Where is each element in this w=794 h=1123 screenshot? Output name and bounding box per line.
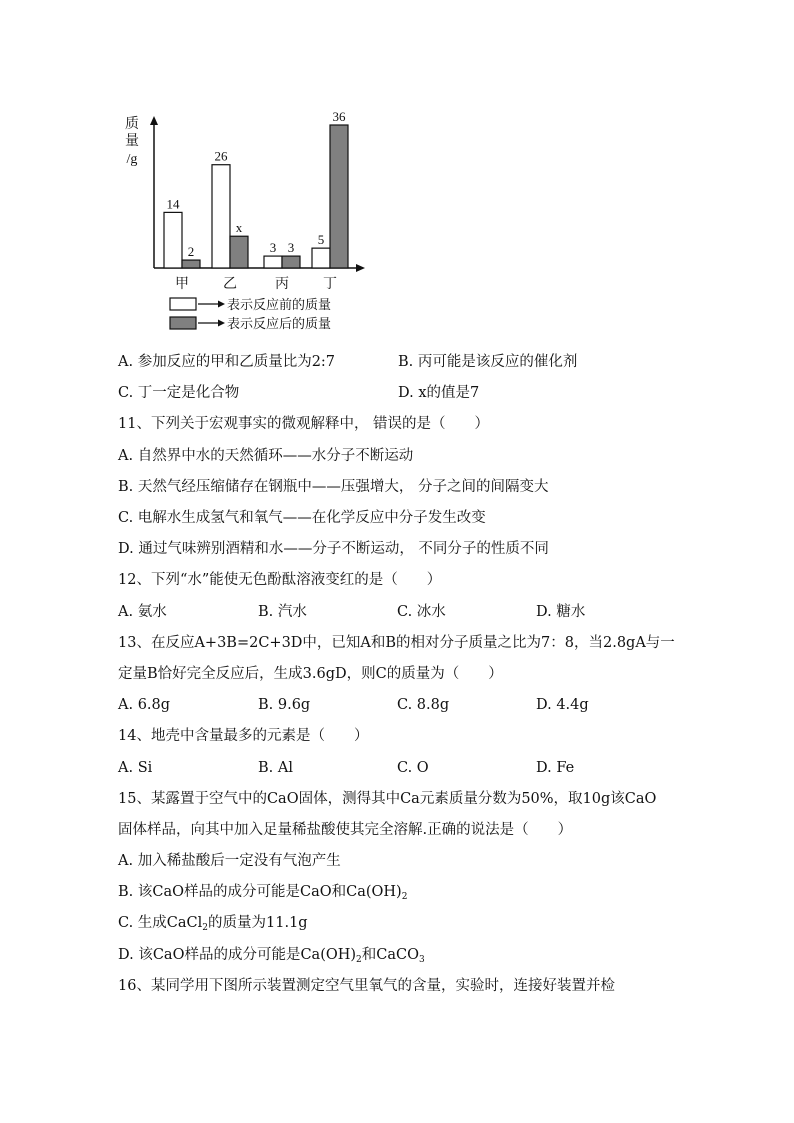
q10-option-c[interactable]: C. 丁一定是化合物 <box>118 385 240 401</box>
legend-arrow-head-after <box>218 320 225 327</box>
bar-before-3 <box>264 256 282 268</box>
legend-swatch-before <box>170 298 196 310</box>
q13-stem-line1: 13、在反应A+3B=2C+3D中，已知A和B的相对分子质量之比为7：8，当2.8gA与一 <box>118 635 675 651</box>
q12-option-d[interactable]: D. 糖水 <box>536 604 586 620</box>
data-label-before-2: 26 <box>214 148 228 164</box>
legend-arrow-head-before <box>218 301 225 308</box>
x-tick-label-2: 乙 <box>223 277 237 292</box>
svg-text:量: 量 <box>125 134 139 149</box>
legend-label-after: 表示反应后的质量 <box>227 316 332 331</box>
bar-before-2 <box>212 165 230 268</box>
q13-option-b[interactable]: B. 9.6g <box>258 697 311 713</box>
q15-option-c[interactable] <box>118 913 308 933</box>
q14-option-b[interactable]: B. Al <box>258 760 293 776</box>
q15-option-c-text-tail: 的质量为11.1g <box>208 915 308 931</box>
data-label-before-4: 5 <box>317 232 325 248</box>
legend-swatch-after <box>170 317 196 329</box>
q14-option-d[interactable]: D. Fe <box>536 760 575 776</box>
q15-stem-line2: 固体样品，向其中加入足量稀盐酸使其完全溶解.正确的说法是（ ） <box>118 822 573 838</box>
q15-option-d-subscript-1: 2 <box>356 955 362 965</box>
q13-option-d[interactable]: D. 4.4g <box>536 697 589 713</box>
mass-bar-chart <box>120 108 380 338</box>
q14-option-c[interactable]: C. O <box>397 760 429 776</box>
q10-option-d[interactable]: D. x的值是7 <box>398 385 480 401</box>
x-tick-label-3: 丙 <box>275 277 289 292</box>
q13-option-a[interactable]: A. 6.8g <box>118 697 171 713</box>
q12-stem: 12、下列“水”能使无色酚酞溶液变红的是（ ） <box>118 572 442 588</box>
svg-text:/g: /g <box>126 152 138 167</box>
q11-option-b[interactable]: B. 天然气经压缩储存在钢瓶中——压强增大， 分子之间的间隔变大 <box>118 479 549 495</box>
q11-option-d[interactable]: D. 通过气味辨别酒精和水——分子不断运动， 不同分子的性质不同 <box>118 541 549 557</box>
q15-stem-line1: 15、某露置于空气中的CaO固体，测得其中Ca元素质量分数为50%，取10g该CaO <box>118 791 657 807</box>
q13-option-c[interactable]: C. 8.8g <box>397 697 450 713</box>
x-axis-arrow <box>356 264 365 272</box>
x-tick-label-1: 甲 <box>175 277 189 292</box>
q15-option-a[interactable]: A. 加入稀盐酸后一定没有气泡产生 <box>118 853 341 869</box>
bar-after-1 <box>182 260 200 268</box>
q11-option-c[interactable]: C. 电解水生成氢气和氧气——在化学反应中分子发生改变 <box>118 510 486 526</box>
q12-option-b[interactable]: B. 汽水 <box>258 604 307 620</box>
bar-before-4 <box>312 248 330 268</box>
x-tick-label-4: 丁 <box>323 277 337 292</box>
data-label-after-2: x <box>235 220 243 236</box>
y-axis-arrow <box>150 116 158 125</box>
data-label-before-1: 14 <box>166 196 180 212</box>
data-label-after-4: 36 <box>332 109 346 124</box>
q15-option-b-subscript: 2 <box>401 892 408 902</box>
legend-label-before: 表示反应前的质量 <box>227 297 332 312</box>
q15-option-c-text: C. 生成CaCl <box>118 915 203 931</box>
q15-option-d-subscript-2: 3 <box>419 955 425 965</box>
q15-option-d-text: D. 该CaO样品的成分可能是Ca(OH) <box>118 947 357 963</box>
q14-option-a[interactable]: A. Si <box>118 760 153 776</box>
q14-stem: 14、地壳中含量最多的元素是（ ） <box>118 728 369 744</box>
q13-stem-line2: 定量B恰好完全反应后，生成3.6gD，则C的质量为（ ） <box>118 666 503 682</box>
data-label-after-3: 3 <box>287 240 295 256</box>
bar-after-2 <box>230 236 248 268</box>
y-axis-label <box>125 116 139 167</box>
q15-option-b[interactable] <box>118 882 407 902</box>
bar-after-3 <box>282 256 300 268</box>
q15-option-b-text: B. 该CaO样品的成分可能是CaO和Ca(OH) <box>118 884 402 900</box>
svg-text:质: 质 <box>125 117 139 132</box>
bar-before-1 <box>164 212 182 268</box>
q15-option-c-subscript: 2 <box>202 923 209 933</box>
q15-option-d[interactable] <box>118 945 425 965</box>
chart-legend <box>170 297 331 331</box>
q11-stem: 11、下列关于宏观事实的微观解释中， 错误的是（ ） <box>118 416 490 432</box>
q10-option-a[interactable]: A. 参加反应的甲和乙质量比为2:7 <box>118 354 336 370</box>
data-label-after-1: 2 <box>187 244 195 260</box>
data-label-before-3: 3 <box>269 240 277 256</box>
q10-option-b[interactable]: B. 丙可能是该反应的催化剂 <box>398 354 578 370</box>
q12-option-a[interactable]: A. 氨水 <box>118 604 167 620</box>
bar-after-4 <box>330 125 348 268</box>
q12-option-c[interactable]: C. 冰水 <box>397 604 446 620</box>
q16-stem-line1: 16、某同学用下图所示装置测定空气里氧气的含量，实验时，连接好装置并检 <box>118 978 615 994</box>
q15-option-d-text-mid: 和CaCO <box>361 947 420 963</box>
q11-option-a[interactable]: A. 自然界中水的天然循环——水分子不断运动 <box>118 448 414 464</box>
